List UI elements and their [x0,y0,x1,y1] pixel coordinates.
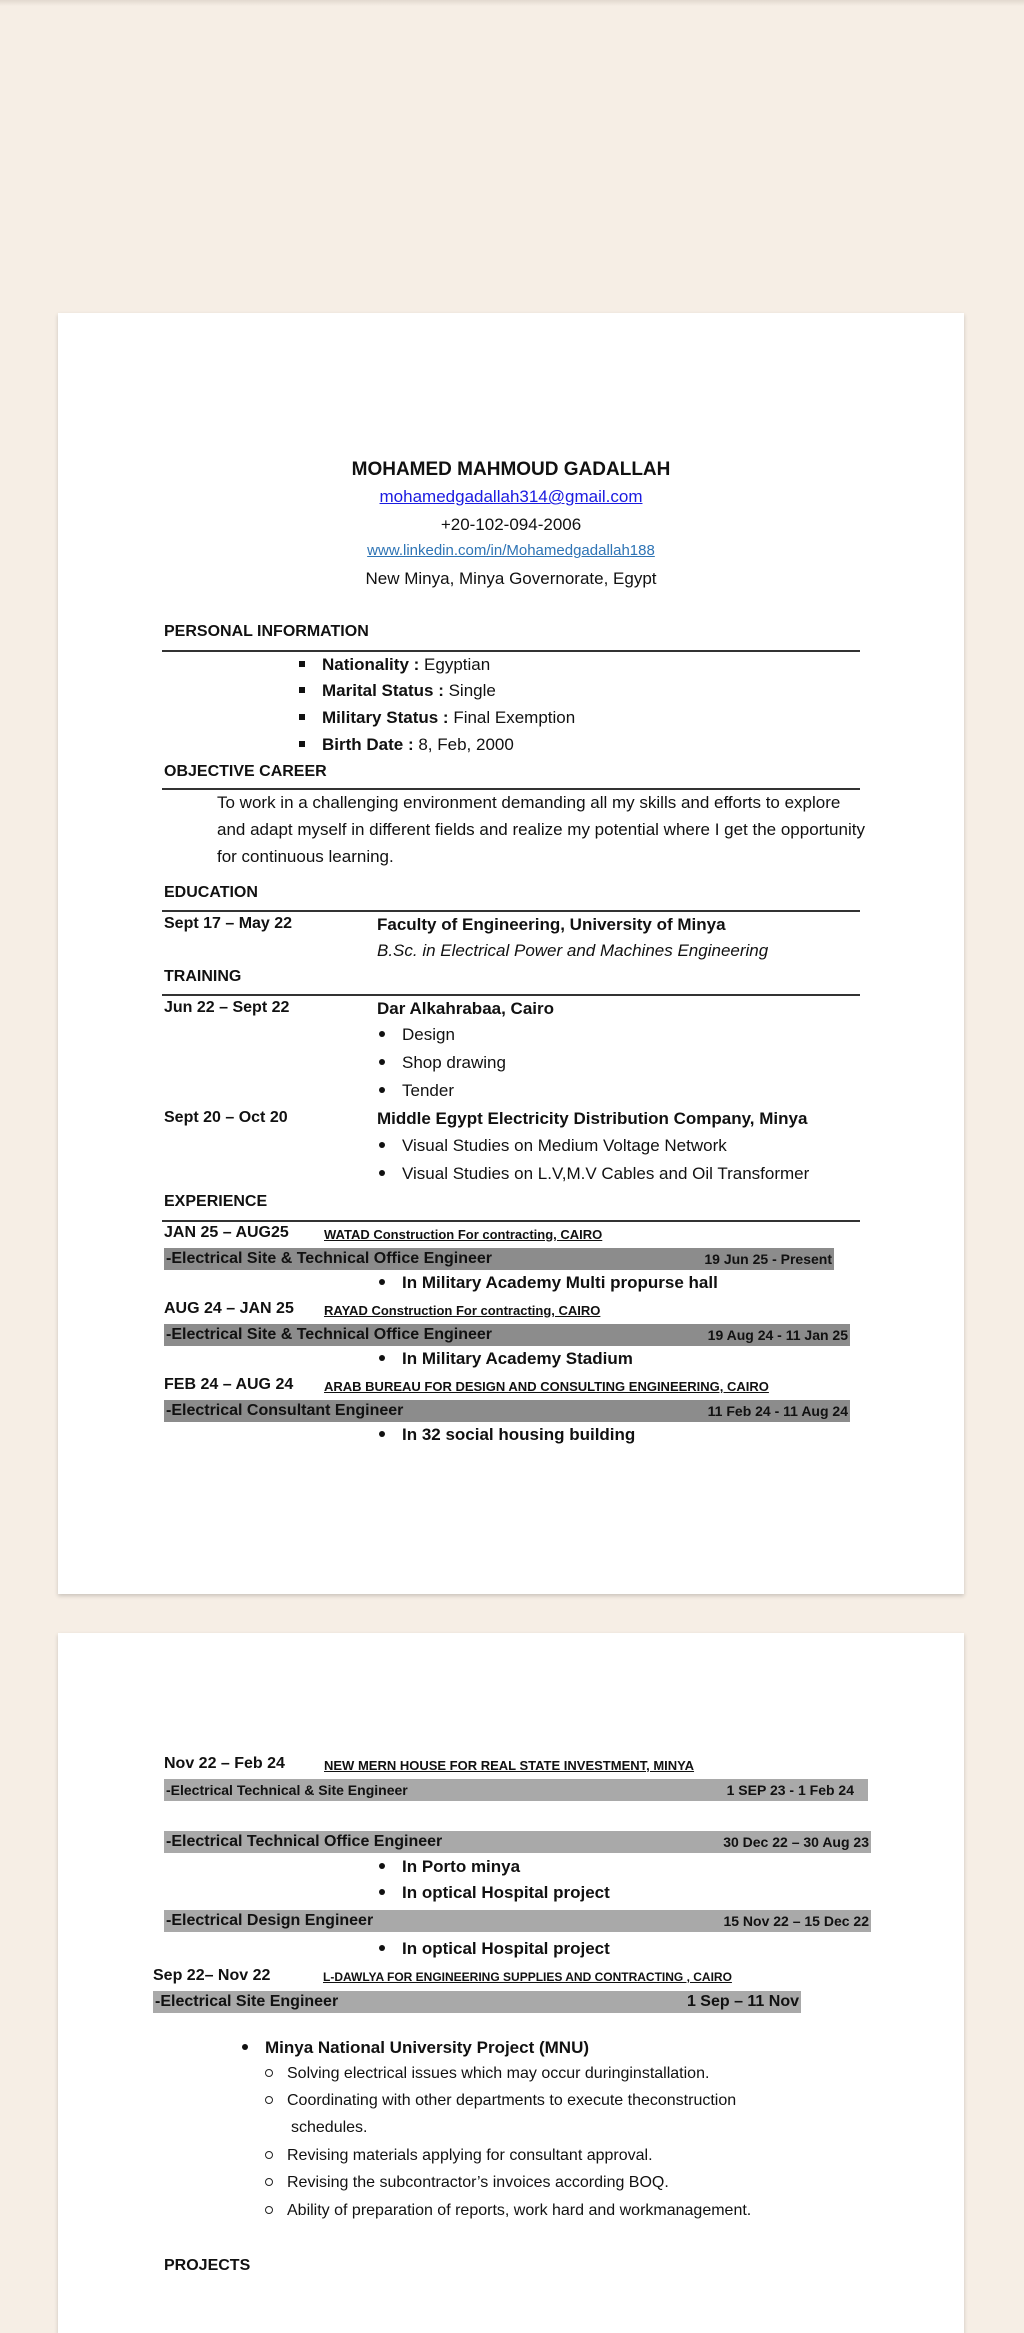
training-date: Sept 20 – Oct 20 [164,1109,288,1126]
job-date: Nov 22 – Feb 24 [164,1755,285,1772]
section-rule [162,910,860,912]
job-project: In Porto minya [379,1857,520,1877]
bullet-icon [379,1087,385,1093]
task-item: Solving electrical issues which may occur duringinstallation. [265,2065,709,2083]
job-role-band [164,1910,871,1932]
bullet-icon [379,1142,385,1148]
objective-text: To work in a challenging environment demanding all my skills and efforts to explore and adapt myself in different fields and realize my potential where I get the opportunity for continuous learning. [217,793,865,866]
job-company: L-DAWLYA FOR ENGINEERING SUPPLIES AND CONTRACTING , CAIRO [323,1970,732,1984]
job-role: -Electrical Site & Technical Office Engineer [166,1250,493,1267]
training-item: Shop drawing [379,1053,506,1073]
linkedin-link[interactable]: www.linkedin.com/in/Mohamedgadallah188 [367,542,655,559]
job-period: 11 Feb 24 - 11 Aug 24 [707,1403,848,1419]
section-title-objective: OBJECTIVE CAREER [164,763,327,780]
job-date: AUG 24 – JAN 25 [164,1300,294,1317]
training-item: Design [379,1025,455,1045]
job-period: 15 Nov 22 – 15 Dec 22 [723,1913,869,1929]
bullet-icon [379,1059,385,1065]
section-title-projects: PROJECTS [164,2257,251,2274]
bullet-icon [379,1863,385,1869]
task-item-continued: schedules. [291,2119,368,2136]
training-item: Visual Studies on L.V,M.V Cables and Oil Transformer [379,1164,809,1184]
job-role: -Electrical Technical & Site Engineer [166,1782,408,1798]
section-title-personal: PERSONAL INFORMATION [164,623,369,640]
task-item: Coordinating with other departments to execute theconstruction [265,2092,736,2110]
circle-bullet-icon [265,2178,273,2186]
job-company: NEW MERN HOUSE FOR REAL STATE INVESTMENT, MINYA [324,1758,695,1773]
bullet-icon [379,1945,385,1951]
job-role: -Electrical Consultant Engineer [166,1402,404,1419]
job-project: In optical Hospital project [379,1883,610,1903]
job-project: In Military Academy Multi propurse hall [379,1273,718,1293]
task-item: Revising materials applying for consultant approval. [265,2147,653,2165]
job-date: Sep 22– Nov 22 [153,1967,271,1984]
circle-bullet-icon [265,2151,273,2159]
section-title-education: EDUCATION [164,884,258,901]
job-period: 1 Sep – 11 Nov [686,1993,799,2010]
document-page-2 [58,1633,964,2333]
job-project: In Military Academy Stadium [379,1349,633,1369]
section-rule [162,994,860,996]
job-period: 19 Aug 24 - 11 Jan 25 [707,1327,848,1343]
bullet-icon [242,2044,248,2050]
square-bullet-icon [299,661,305,667]
section-title-experience: EXPERIENCE [164,1193,268,1210]
square-bullet-icon [299,714,305,720]
job-role: -Electrical Site & Technical Office Engineer [166,1326,493,1343]
circle-bullet-icon [265,2206,273,2214]
document-page-1 [58,313,964,1594]
education-degree: B.Sc. in Electrical Power and Machines Engineering [377,941,769,960]
personal-item: Military Status : Final Exemption [299,708,575,728]
education-date: Sept 17 – May 22 [164,915,293,932]
training-date: Jun 22 – Sept 22 [164,999,290,1016]
training-item: Tender [379,1081,454,1101]
task-item: Revising the subcontractor’s invoices according BOQ. [265,2174,669,2192]
address: New Minya, Minya Governorate, Egypt [365,569,657,588]
personal-item: Marital Status : Single [299,681,496,701]
phone-number: +20-102-094-2006 [440,515,582,534]
bullet-icon [379,1355,385,1361]
section-rule [162,1220,860,1222]
job-company: ARAB BUREAU FOR DESIGN AND CONSULTING ENGINEERING, CAIRO [324,1379,769,1394]
personal-item: Nationality : Egyptian [299,655,490,675]
task-item: Ability of preparation of reports, work hard and workmanagement. [265,2202,751,2220]
education-institution: Faculty of Engineering, University of Minya [377,915,726,934]
job-role: -Electrical Technical Office Engineer [166,1833,443,1850]
job-period: 1 SEP 23 - 1 Feb 24 [726,1782,854,1798]
job-role-band [164,1248,834,1270]
job-role: -Electrical Design Engineer [166,1912,374,1929]
top-shadow [0,0,1024,6]
job-project: In 32 social housing building [379,1425,635,1445]
bullet-icon [379,1431,385,1437]
training-item: Visual Studies on Medium Voltage Network [379,1136,727,1156]
bullet-icon [379,1031,385,1037]
job-company: WATAD Construction For contracting, CAIRO [324,1227,603,1242]
resume-name: MOHAMED MAHMOUD GADALLAH [351,459,671,480]
circle-bullet-icon [265,2096,273,2104]
circle-bullet-icon [265,2069,273,2077]
bullet-icon [379,1889,385,1895]
project-title: Minya National University Project (MNU) [242,2038,589,2058]
square-bullet-icon [299,687,305,693]
job-role-band [164,1324,850,1346]
training-org: Middle Egypt Electricity Distribution Company, Minya [377,1109,808,1128]
job-project: In optical Hospital project [379,1939,610,1959]
job-role-band [164,1779,868,1801]
bullet-icon [379,1170,385,1176]
job-role-band [164,1831,871,1853]
job-date: FEB 24 – AUG 24 [164,1376,294,1393]
training-org: Dar Alkahrabaa, Cairo [377,999,554,1018]
job-role: -Electrical Site Engineer [155,1993,339,2010]
section-title-training: TRAINING [164,968,242,985]
job-date: JAN 25 – AUG25 [164,1224,289,1241]
job-period: 30 Dec 22 – 30 Aug 23 [723,1834,869,1850]
job-role-band [164,1400,850,1422]
job-period: 19 Jun 25 - Present [704,1251,832,1267]
square-bullet-icon [299,741,305,747]
bullet-icon [379,1279,385,1285]
job-company: RAYAD Construction For contracting, CAIRO [324,1303,601,1318]
job-role-band [153,1991,801,2013]
email-link[interactable]: mohamedgadallah314@gmail.com [379,487,643,506]
personal-item: Birth Date : 8, Feb, 2000 [299,735,514,755]
section-rule [162,650,860,652]
